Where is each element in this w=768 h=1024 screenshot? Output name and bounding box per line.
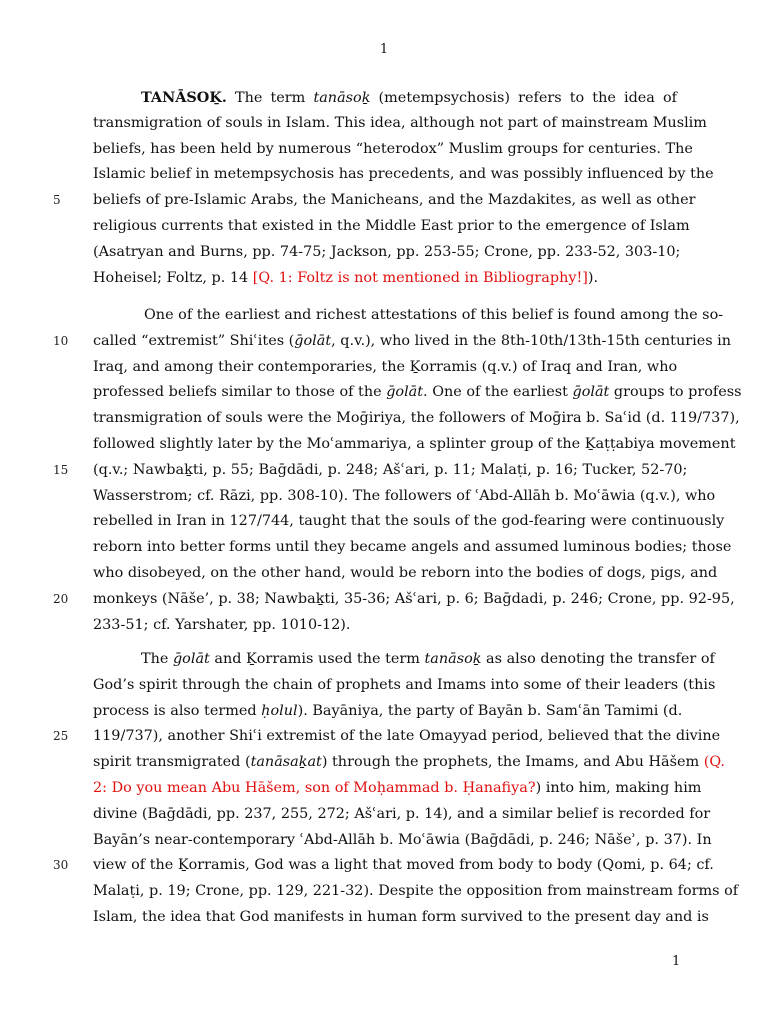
text-line (93, 214, 690, 240)
text-run: Islam, the idea that God manifests in human form survived to the present day and is (93, 908, 709, 925)
text-line (53, 587, 735, 613)
text-line (93, 240, 681, 266)
text-line (93, 509, 725, 535)
text-run: process is also termed (93, 702, 262, 719)
text-run: The (141, 651, 173, 667)
text-run: (metempsychosis) refers to the idea of (370, 90, 677, 106)
text-line (53, 853, 714, 879)
text-line (53, 329, 732, 355)
text-line (93, 561, 718, 587)
text-line (93, 111, 707, 137)
text-run: and Ḵorramis used the term (209, 651, 425, 667)
editor-query: [Q. 1: Foltz is not mentioned in Bibliography!] (252, 269, 588, 286)
text-run: TANĀSOḴ. (141, 89, 227, 106)
paragraph-divine-spirit (53, 647, 739, 931)
line-number: 5 (53, 193, 61, 208)
text-line (93, 535, 732, 561)
editor-query: (Q. (703, 754, 725, 771)
text-line (93, 905, 709, 931)
text-line (93, 879, 739, 905)
text-run: (Asatryan and Burns, pp. 74-75; Jackson, pp. 253-55; Crone, pp. 233-52, 303-10; (93, 243, 681, 260)
text-run: tanāsaḵat (250, 754, 322, 771)
text-run: followed slightly later by the Moʿammariya, a splinter group of the Ḵaṭṭabiya movement (93, 435, 736, 452)
editor-query: 2: Do you mean Abu Hāšem, son of Moḥammad b. Ḥanafiya? (93, 779, 536, 796)
text-run: monkeys (Nāše’, p. 38; Nawbaḵti, 35-36; Ašʿari, p. 6; Baḡdadi, p. 246; Crone, pp. 92-95, (93, 590, 735, 607)
text-run: . One of the earliest (423, 384, 573, 401)
line-number: 30 (53, 858, 69, 873)
paragraph-extremist-shiites (53, 303, 742, 638)
text-line (93, 776, 702, 802)
text-run: Iraq, and among their contemporaries, the Ḵorramis (q.v.) of Iraq and Iran, who (93, 358, 678, 375)
text-run: Islamic belief in metempsychosis has precedents, and was possibly influenced by the (93, 166, 714, 183)
text-line (93, 613, 677, 639)
text-run: professed beliefs similar to those of the (93, 384, 387, 401)
text-run: (q.v.; Nawbaḵti, p. 55; Baḡdādi, p. 248; Ašʿari, p. 11; Malaṭi, p. 16; Tucker, 52-70; (93, 461, 688, 478)
text-line (53, 188, 696, 214)
text-run: 233-51; cf. Yarshater, pp. 1010-12). (93, 616, 351, 633)
text-run: rebelled in Iran in 127/744, taught that the souls of the god-fearing were continuously (93, 513, 725, 530)
text-run: Wasserstrom; cf. Rāzi, pp. 308-10). The followers of ʿAbd-Allāh b. Moʿāwia (q.v.), who (93, 487, 716, 504)
line-number: 10 (53, 333, 69, 348)
text-run: ḡolāt (572, 384, 610, 401)
text-run: called “extremist” Shiʿites ( (93, 332, 295, 349)
text-line (93, 750, 725, 776)
text-line (93, 355, 677, 381)
text-run: tanāsoḵ (313, 90, 371, 106)
text-run: transmigration of souls were the Moḡiriya, the followers of Moḡira b. Saʿid (d. 119/737), (93, 410, 740, 427)
text-run: ḡolāt (172, 651, 210, 667)
text-line (53, 458, 688, 484)
text-line (93, 828, 712, 854)
text-line (93, 266, 677, 292)
text-run: ḡolāt (386, 384, 424, 401)
text-run: beliefs of pre-Islamic Arabs, the Manicheans, and the Mazdakites, as well as other (93, 192, 696, 209)
text-run: Hoheisel; Foltz, p. 14 (93, 269, 253, 286)
text-line (93, 802, 711, 828)
text-run: reborn into better forms until they became angels and assumed luminous bodies; those (93, 539, 732, 556)
text-run: transmigration of souls in Islam. This idea, although not part of mainstream Muslim (93, 114, 707, 131)
text-run: ḡolāt (294, 332, 332, 349)
text-run: ). (587, 269, 599, 286)
text-line (93, 673, 716, 699)
text-line (93, 699, 683, 725)
footer-page-number: 1 (672, 954, 681, 969)
text-line (93, 303, 724, 329)
text-run: ). Bayāniya, the party of Bayān b. Samʿān Tamimi (d. (297, 702, 683, 719)
text-line (93, 162, 714, 188)
line-number: 25 (53, 729, 69, 744)
text-run: God’s spirit through the chain of prophets and Imams into some of their leaders (this (93, 676, 716, 693)
text-run: , q.v.), who lived in the 8th-10th/13th-15th centuries in (331, 332, 732, 349)
line-number: 20 (53, 591, 69, 606)
text-run: Bayān’s near-contemporary ʿAbd-Allāh b. Moʿāwia (Baḡdādi, p. 246; Nāšeʾ, p. 37). In (93, 831, 712, 848)
text-run: who disobeyed, on the other hand, would be reborn into the bodies of dogs, pigs, and (93, 564, 718, 581)
text-run: ) through the prophets, the Imams, and Abu Hāšem (321, 754, 704, 771)
text-run: religious currents that existed in the Middle East prior to the emergence of Islam (93, 217, 690, 234)
text-run: 119/737), another Shiʿi extremist of the late Omayyad period, believed that the divine (93, 728, 721, 745)
paragraph-tanasok-definition (53, 85, 714, 291)
text-run: Malaṭi, p. 19; Crone, pp. 129, 221-32). Despite the opposition from mainstream forms of (93, 883, 739, 900)
text-run: divine (Baḡdādi, pp. 237, 255, 272; Ašʿari, p. 14), and a similar belief is recorded for (93, 805, 711, 822)
text-run: One of the earliest and richest attestations of this belief is found among the so- (144, 307, 724, 323)
text-run: ) into him, making him (535, 779, 702, 796)
text-run: tanāsoḵ (424, 651, 482, 667)
text-run: groups to profess (609, 384, 742, 401)
text-line (93, 484, 716, 510)
text-run: spirit transmigrated ( (93, 754, 251, 771)
text-line (93, 137, 693, 163)
text-run: as also denoting the transfer of (481, 651, 715, 667)
text-line (53, 724, 721, 750)
text-run: beliefs, has been held by numerous “heterodox” Muslim groups for centuries. The (93, 140, 693, 157)
text-run: ḥolul (261, 702, 298, 719)
text-line (93, 647, 715, 673)
line-number: 15 (53, 462, 69, 477)
text-run: The term (226, 90, 314, 106)
text-line (93, 432, 736, 458)
text-line (93, 406, 740, 432)
header-page-number: 1 (379, 42, 389, 57)
text-run: view of the Ḵorramis, God was a light that moved from body to body (Qomi, p. 64; cf. (93, 857, 714, 874)
text-line (93, 85, 677, 111)
text-line (93, 380, 742, 406)
